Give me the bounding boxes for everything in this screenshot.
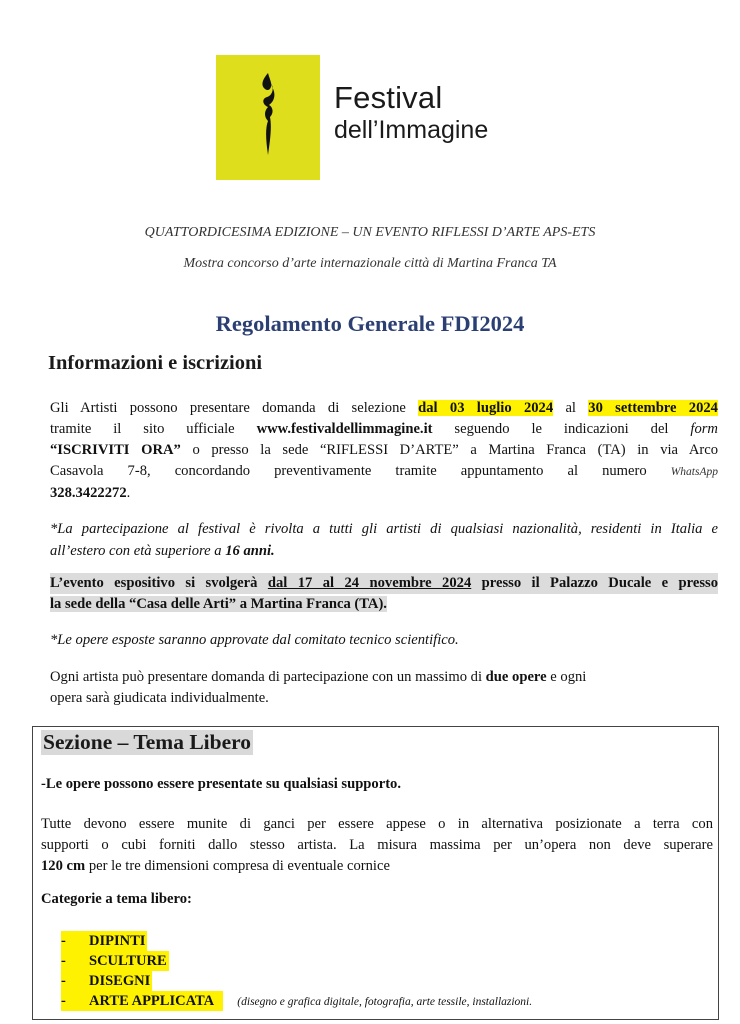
works-text: Ogni artista può presentare domanda di partecipazione con un massimo di: [50, 669, 483, 685]
works-text: e ogni: [550, 669, 587, 685]
category-note: (disegno e grafica digitale, fotografia, arte tessile, installazioni.: [237, 996, 533, 1008]
category-name: SCULTURE: [89, 953, 167, 969]
list-item: [61, 931, 532, 951]
support-note: -Le opere possono essere presentate su qualsiasi supporto.: [41, 776, 402, 792]
categories-list: [61, 931, 532, 1011]
event-line-1: [50, 573, 718, 594]
rules-paragraph: [41, 814, 713, 877]
intro-text: o presso la sede “RIFLESSI D’ARTE” a Martina Franca (TA) in via Arco: [192, 442, 718, 458]
festival-logo-square: [216, 55, 320, 180]
works-line-1: [50, 667, 718, 688]
participation-text: all’estero con età superiore a: [50, 543, 222, 559]
event-line-2: [50, 594, 718, 615]
event-paragraph: [50, 573, 718, 615]
works-paragraph: [50, 667, 718, 709]
list-item: [61, 971, 532, 991]
intro-line-5: [50, 483, 718, 504]
edition-subtitle: QUATTORDICESIMA EDIZIONE – UN EVENTO RIFLESSI D’ARTE APS-ETS: [144, 225, 596, 240]
approval-note: *Le opere esposte saranno approvate dal comitato tecnico scientifico.: [50, 632, 459, 648]
intro-line-2: [50, 419, 718, 440]
category-name: DIPINTI: [89, 933, 146, 949]
rules-line-1: Tutte devono essere munite di ganci per essere appese o in alternativa posizionate a terra con: [41, 816, 713, 832]
category-name: DISEGNI: [89, 973, 151, 989]
rules-text: per le tre dimensioni compresa di eventuale cornice: [88, 858, 390, 874]
intro-text: tramite il sito ufficiale: [50, 421, 235, 437]
whatsapp-label: WhatsApp: [670, 466, 718, 478]
flame-torch-icon: [216, 55, 320, 180]
category-name: ARTE APPLICATA: [89, 993, 215, 1009]
participation-line-1: *La partecipazione al festival è rivolta a tutti gli artisti di qualsiasi nazionalità, residenti in Italia e: [50, 521, 718, 537]
intro-text: seguendo le indicazioni del: [454, 421, 669, 437]
intro-text: Casavola 7-8, concordando preventivamente tramite appuntamento al numero: [50, 463, 647, 479]
form-word: form: [690, 421, 718, 437]
phone-number: 328.3422272: [50, 485, 127, 501]
date-to: 30 settembre 2024: [588, 400, 718, 416]
logo-wordmark: [334, 82, 488, 143]
intro-line-4: [50, 461, 718, 483]
website-link[interactable]: www.festivaldellimmagine.it: [256, 421, 433, 437]
section-box-title: Sezione – Tema Libero: [43, 730, 252, 754]
list-dash: -: [61, 993, 66, 1009]
form-name: “ISCRIVITI ORA”: [50, 442, 181, 458]
max-size: 120 cm: [41, 858, 86, 874]
section-box-tema-libero: [32, 726, 719, 1020]
date-al: al: [565, 400, 576, 416]
list-dash: -: [61, 953, 66, 969]
logo-line-1: Festival: [334, 80, 443, 115]
list-dash: -: [61, 973, 66, 989]
section-heading: Informazioni e iscrizioni: [48, 352, 263, 374]
intro-text: Gli Artisti possono presentare domanda di selezione: [50, 400, 406, 416]
list-dash: -: [61, 933, 66, 949]
participation-note: [50, 518, 718, 562]
age-limit: 16 anni.: [225, 543, 275, 559]
page-title: Regolamento Generale FDI2024: [215, 311, 525, 336]
list-item: [61, 991, 532, 1011]
categories-heading: Categorie a tema libero:: [41, 891, 192, 907]
event-location: la sede della “Casa delle Arti” a Martina Franca (TA).: [50, 596, 387, 612]
list-item: [61, 951, 532, 971]
event-text: L’evento espositivo si svolgerà: [50, 575, 258, 591]
event-dates: dal 17 al 24 novembre 2024: [267, 575, 472, 591]
event-text: presso il Palazzo Ducale e presso: [481, 575, 719, 591]
rules-line-3: [41, 856, 713, 877]
date-from: dal 03 luglio 2024: [418, 400, 554, 416]
intro-line-3: [50, 440, 718, 461]
max-works: due opere: [485, 669, 547, 685]
logo-line-2: dell’Immagine: [334, 116, 489, 144]
rules-line-2: supporti o cubi forniti dallo stesso artista. La misura massima per un’opera non deve superare: [41, 837, 713, 853]
works-line-2: opera sarà giudicata individualmente.: [50, 690, 269, 706]
intro-line-1: [50, 398, 718, 419]
event-subtitle: Mostra concorso d’arte internazionale città di Martina Franca TA: [183, 256, 557, 271]
period: .: [126, 485, 131, 501]
intro-paragraph: [50, 398, 718, 504]
participation-line-2: [50, 540, 718, 562]
